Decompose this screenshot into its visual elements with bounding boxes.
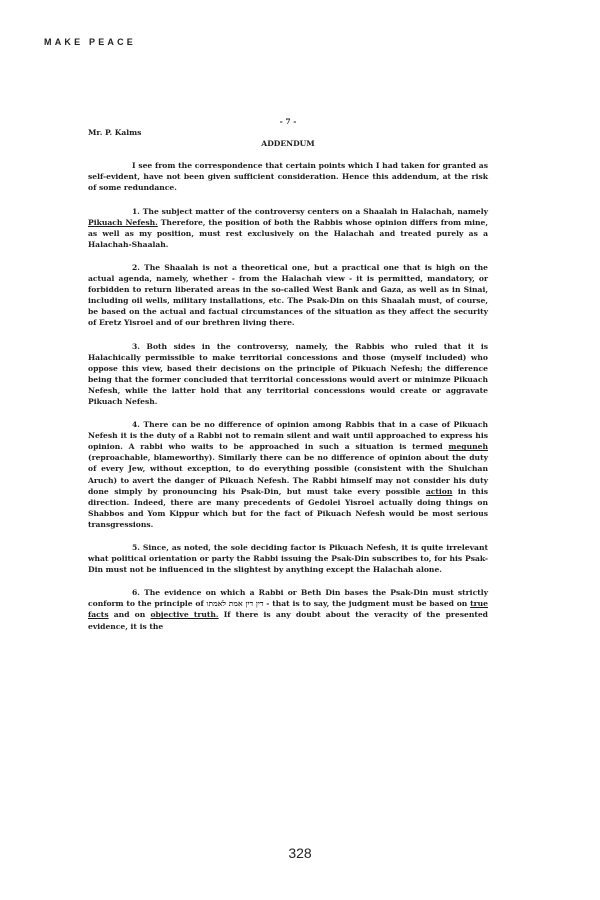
paragraph-1: 1. The subject matter of the controversy centers on a Shaalah in Halachah, namely Pikuach Nefesh. Therefore, the position of both the Rabbis whose opinion differs from mine, as well as my position, must rest exclusively on the Halachah and treated purely as a Halachah-Shaalah. [88, 206, 488, 249]
document-heading: ADDENDUM [261, 139, 315, 149]
hebrew-phrase: דין דין אמת לאמתו [206, 599, 264, 609]
underlined-term: action [425, 486, 453, 496]
paragraph-4: 4. There can be no difference of opinion among Rabbis that in a case of Pikuach Nefesh it is the duty of a Rabbi not to remain silent and wait until approached to express his opinion. A rabbi who waits to be approached in such a situation is termed meguneh (reproachable, blameworthy). Similarly there can be no difference of opinion about the duty of every Jew, without exception, to do everything possible (consistent with the Shulchan Aruch) to avert the danger of Pikuach Nefesh. The Rabbi himself may not consider his duty done simply by pronouncing his Psak-Din, but must take every possible action in this direction. Indeed, there are many precedents of Gedolei Yisroel actually doing things on Shabbos and Yom Kippur which but for the fact of Pikuach Nefesh would be most serious transgressions. [88, 420, 488, 529]
paragraph-5: 5. Since, as noted, the sole deciding factor is Pikuach Nefesh, it is quite irrelevant what political orientation or party the Rabbi issuing the Psak-Din subscribes to, for his Psak-Din must not be influenced in the slightest by anything except the Halachah alone. [88, 543, 488, 575]
typed-letter [88, 116, 488, 632]
paragraph-6: 6. The evidence on which a Rabbi or Beth Din bases the Psak-Din must strictly conform to the principle of דין דין אמת לאמתו - that is to say, the judgment must be based on true facts and on objective truth. If there is any doubt about the veracity of the presented evidence, it is the [88, 588, 488, 631]
paragraph-2: 2. The Shaalah is not a theoretical one, but a practical one that is high on the actual agenda, namely, whether - from the Halachah view - it is permitted, mandatory, or forbidden to return liberated areas in the so-called West Bank and Gaza, as well as in Sinai, including oil wells, military installations, etc. The Psak-Din on this Shaalah must, of course, be based on the actual and factual circumstances of the situation as they affect the security of Eretz Yisroel and of our brethren living there. [88, 262, 488, 328]
running-header: MAKE PEACE [44, 37, 137, 47]
underlined-term: Pikuach Nefesh. [88, 217, 158, 227]
addressee: Mr. P. Kalms [88, 128, 142, 138]
underlined-term: meguneh [448, 442, 488, 452]
page-marker: - 7 - [279, 117, 297, 126]
paragraph-3: 3. Both sides in the controversy, namely, the Rabbis who ruled that it is Halachically permissible to make territorial concessions and those (myself included) who oppose this view, based their decisions on the principle of Pikuach Nefesh; the difference being that the former concluded that territorial concessions would avert or minimze Pikuach Nefesh, while the latter hold that any territorial concessions would create or aggravate Pikuach Nefesh. [88, 341, 488, 406]
intro-paragraph: I see from the correspondence that certain points which I had taken for granted as self-evident, have not been given sufficient consideration. Hence this addendum, at the risk of some redundance. [88, 161, 488, 193]
underlined-term: objective truth. [150, 610, 219, 620]
page-number: 328 [288, 845, 312, 861]
underlined-term: true facts [88, 599, 488, 620]
